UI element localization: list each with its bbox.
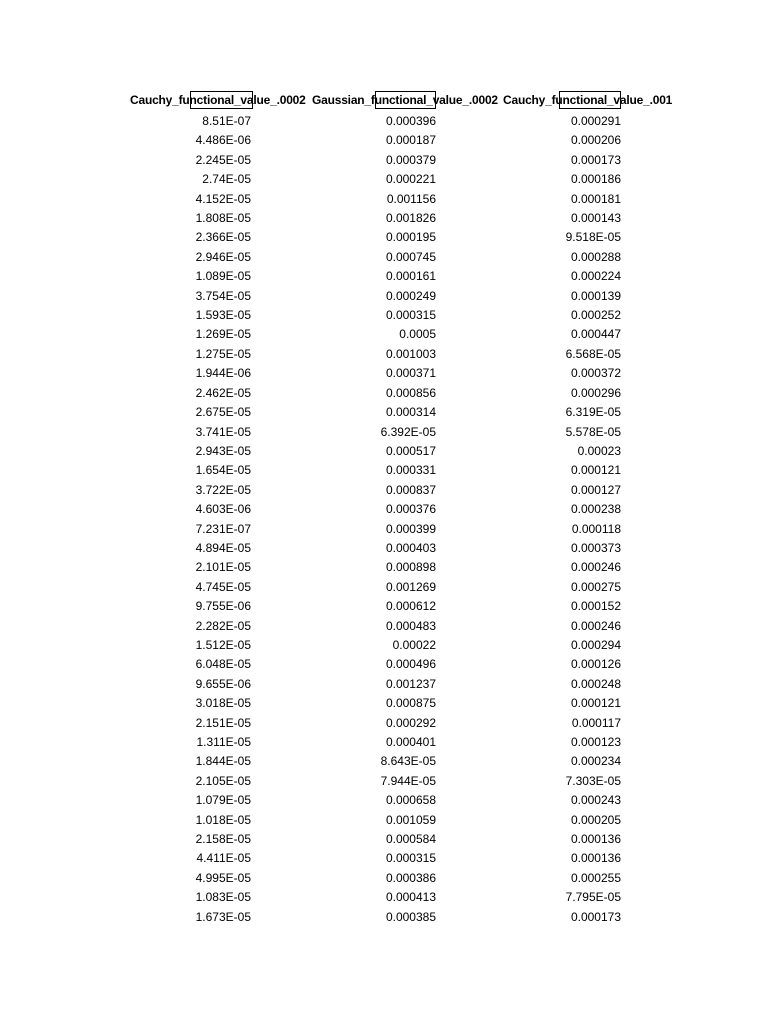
table-row (0, 578, 768, 597)
table-row (0, 209, 768, 228)
table-cell: 0.000248 (570, 676, 621, 691)
table-cell: 0.000126 (570, 657, 621, 672)
table-row (0, 714, 768, 733)
table-cell: 2.101E-05 (195, 560, 251, 575)
table-cell: 1.079E-05 (195, 793, 251, 808)
table-cell: 0.000373 (570, 540, 621, 555)
table-cell: 6.048E-05 (195, 657, 251, 672)
table-cell: 6.392E-05 (380, 424, 436, 439)
table-cell: 2.74E-05 (202, 172, 251, 187)
table-cell: 0.000413 (385, 890, 436, 905)
column-header-cauchy-0002: Cauchy_functional_value_.0002 (130, 93, 306, 107)
table-row (0, 481, 768, 500)
table-cell: 0.000401 (385, 735, 436, 749)
table-cell: 4.486E-06 (195, 133, 251, 148)
table-cell: 0.000584 (385, 832, 436, 847)
table-cell: 0.000658 (385, 793, 436, 808)
table-cell: 0.000173 (570, 909, 621, 924)
table-cell: 0.0005 (399, 327, 436, 342)
column-header-gaussian-0002: Gaussian_functional_value_.0002 (312, 93, 498, 107)
table-cell: 0.000238 (570, 502, 621, 517)
table-cell: 0.000152 (570, 599, 621, 614)
table-row (0, 597, 768, 616)
table-cell: 0.001269 (385, 579, 436, 594)
table-cell: 1.089E-05 (195, 269, 251, 284)
table-cell: 0.000224 (570, 269, 621, 284)
table-cell: 0.000371 (385, 366, 436, 381)
table-cell: 0.000161 (385, 269, 436, 284)
table-cell: 0.000386 (385, 870, 436, 885)
table-cell: 0.000379 (385, 152, 436, 167)
table-cell: 0.000331 (385, 463, 436, 478)
table-cell: 6.568E-05 (565, 346, 621, 361)
table-cell: 0.000246 (570, 560, 621, 575)
table-row (0, 869, 768, 888)
table-cell: 8.643E-05 (380, 754, 436, 769)
table-row (0, 617, 768, 636)
table-cell: 0.000517 (385, 443, 436, 458)
table-row (0, 423, 768, 442)
table-row (0, 830, 768, 849)
table-cell: 0.000898 (385, 560, 436, 575)
table-row (0, 655, 768, 674)
table-cell: 0.000447 (570, 327, 621, 342)
table-cell: 0.000612 (385, 599, 436, 614)
table-cell: 0.000396 (385, 114, 436, 128)
table-row (0, 151, 768, 170)
table-cell: 0.000246 (570, 618, 621, 633)
table-cell: 0.000292 (385, 715, 436, 730)
table-cell: 7.231E-07 (195, 521, 251, 536)
table-cell: 0.000249 (385, 288, 436, 303)
table-cell: 2.943E-05 (195, 443, 251, 458)
table-cell: 0.000294 (570, 637, 621, 652)
table-cell: 0.000372 (570, 366, 621, 381)
table-cell: 3.754E-05 (195, 288, 251, 303)
table-cell: 9.755E-06 (195, 599, 251, 614)
table-row (0, 131, 768, 150)
table-cell: 0.000385 (385, 909, 436, 924)
table-cell: 0.000181 (570, 191, 621, 206)
table-cell: 9.518E-05 (565, 230, 621, 245)
table-row (0, 888, 768, 907)
table-cell: 0.000399 (385, 521, 436, 536)
table-cell: 0.000234 (570, 754, 621, 769)
table-row (0, 442, 768, 461)
table-cell: 2.946E-05 (195, 249, 251, 264)
table-cell: 9.655E-06 (195, 676, 251, 691)
table-cell: 0.001237 (385, 676, 436, 691)
table-cell: 0.000376 (385, 502, 436, 517)
table-row (0, 500, 768, 519)
table-row (0, 384, 768, 403)
table-cell: 0.000195 (385, 230, 436, 245)
table-cell: 2.282E-05 (195, 618, 251, 633)
table-cell: 4.995E-05 (195, 870, 251, 885)
table-row (0, 190, 768, 209)
table-cell: 0.000117 (571, 715, 621, 730)
table-cell: 0.000139 (570, 288, 621, 303)
table-cell: 0.000118 (571, 521, 621, 536)
table-cell: 1.654E-05 (195, 463, 251, 478)
table-row (0, 636, 768, 655)
table-cell: 0.000496 (385, 657, 436, 672)
table-row (0, 849, 768, 868)
table-row (0, 694, 768, 713)
table-cell: 0.001059 (385, 812, 436, 827)
table-cell: 1.311E-05 (196, 735, 251, 749)
table-row (0, 539, 768, 558)
table-row (0, 733, 768, 752)
table-cell: 3.741E-05 (195, 424, 251, 439)
table-row (0, 267, 768, 286)
table-cell: 2.245E-05 (195, 152, 251, 167)
table-cell: 0.000136 (570, 832, 621, 847)
table-cell: 0.000252 (570, 308, 621, 323)
table-row (0, 811, 768, 830)
table-cell: 1.275E-05 (195, 346, 251, 361)
table-cell: 2.105E-05 (195, 773, 251, 788)
table-cell: 4.603E-06 (195, 502, 251, 517)
table-cell: 1.512E-05 (195, 637, 251, 652)
table-cell: 1.593E-05 (195, 308, 251, 323)
table-cell: 4.411E-05 (196, 851, 251, 866)
table-row (0, 520, 768, 539)
table-row (0, 228, 768, 247)
table-cell: 8.51E-07 (202, 114, 251, 128)
table-cell: 0.000837 (385, 482, 436, 497)
table-cell: 1.018E-05 (195, 812, 251, 827)
table-cell: 0.000875 (385, 696, 436, 711)
table-cell: 0.000255 (570, 870, 621, 885)
table-cell: 0.001156 (386, 191, 436, 206)
table-cell: 0.001003 (385, 346, 436, 361)
table-row (0, 248, 768, 267)
table-cell: 0.000136 (570, 851, 621, 866)
table-cell: 0.000856 (385, 385, 436, 400)
table-cell: 7.303E-05 (565, 773, 621, 788)
table-cell: 4.745E-05 (195, 579, 251, 594)
table-cell: 5.578E-05 (565, 424, 621, 439)
table-cell: 2.462E-05 (195, 385, 251, 400)
table-row (0, 908, 768, 927)
table-cell: 0.000288 (570, 249, 621, 264)
table-cell: 1.808E-05 (195, 211, 251, 226)
table-row (0, 461, 768, 480)
table-cell: 2.151E-05 (195, 715, 251, 730)
table-cell: 4.152E-05 (195, 191, 251, 206)
table-cell: 0.000315 (385, 308, 436, 323)
table-cell: 0.000121 (570, 696, 621, 711)
table-cell: 0.000745 (385, 249, 436, 264)
table-row (0, 170, 768, 189)
table-cell: 0.000483 (385, 618, 436, 633)
table-cell: 0.000143 (570, 211, 621, 226)
table-cell: 1.673E-05 (195, 909, 251, 924)
table-cell: 7.944E-05 (380, 773, 436, 788)
table-cell: 3.018E-05 (195, 696, 251, 711)
table-row (0, 772, 768, 791)
table-cell: 0.00023 (577, 443, 621, 458)
column-header-cauchy-001: Cauchy_functional_value_.001 (503, 93, 673, 107)
table-cell: 0.000243 (570, 793, 621, 808)
table-cell: 1.269E-05 (195, 327, 251, 342)
table-cell: 0.000186 (570, 172, 621, 187)
table-cell: 0.000315 (385, 851, 436, 866)
table-cell: 4.894E-05 (195, 540, 251, 555)
table-cell: 0.000121 (570, 463, 621, 478)
table-cell: 2.366E-05 (195, 230, 251, 245)
table-row (0, 287, 768, 306)
table-cell: 1.844E-05 (195, 754, 251, 769)
table-cell: 7.795E-05 (565, 890, 621, 905)
table-row (0, 752, 768, 771)
data-table-body (0, 112, 768, 927)
table-cell: 0.001826 (385, 211, 436, 226)
table-cell: 0.00022 (392, 637, 436, 652)
table-cell: 1.944E-06 (195, 366, 251, 381)
table-row (0, 325, 768, 344)
table-row (0, 558, 768, 577)
table-row (0, 403, 768, 422)
table-cell: 6.319E-05 (565, 405, 621, 420)
table-cell: 0.000291 (570, 114, 621, 128)
table-cell: 0.000221 (385, 172, 436, 187)
table-row (0, 306, 768, 325)
table-cell: 0.000127 (570, 482, 621, 497)
table-row (0, 364, 768, 383)
table-cell: 3.722E-05 (195, 482, 251, 497)
table-row (0, 675, 768, 694)
table-cell: 0.000314 (385, 405, 436, 420)
table-cell: 1.083E-05 (195, 890, 251, 905)
table-cell: 0.000187 (385, 133, 436, 148)
table-cell: 0.000403 (385, 540, 436, 555)
table-cell: 0.000296 (570, 385, 621, 400)
table-cell: 0.000205 (570, 812, 621, 827)
table-cell: 0.000275 (570, 579, 621, 594)
table-cell: 0.000173 (570, 152, 621, 167)
table-cell: 2.158E-05 (195, 832, 251, 847)
table-cell: 0.000123 (570, 735, 621, 749)
table-row (0, 345, 768, 364)
table-row (0, 791, 768, 810)
table-cell: 2.675E-05 (195, 405, 251, 420)
table-row (0, 112, 768, 131)
table-cell: 0.000206 (570, 133, 621, 148)
